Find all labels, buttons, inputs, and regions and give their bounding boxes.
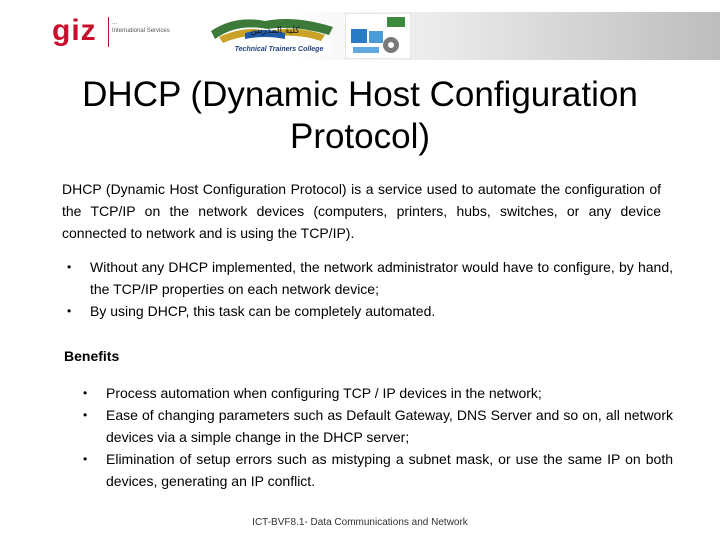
list-item-text: Ease of changing parameters such as Default Gateway, DNS Server and so on, all network devices via a simple change in the DHCP server;	[106, 407, 673, 445]
bullet: •	[83, 452, 88, 466]
giz-subtitle-line2: International Services	[112, 28, 170, 34]
title-line-2: Protocol)	[289, 117, 431, 156]
giz-logo: giz	[52, 14, 97, 47]
bullet: •	[67, 260, 72, 274]
bullet: •	[83, 408, 88, 422]
list-item-text: Elimination of setup errors such as mistyping a subnet mask, or use the same IP on both devices, generating an IP conflict.	[106, 451, 673, 489]
title-line-1: DHCP (Dynamic Host Configuration	[82, 75, 638, 114]
list-item	[62, 256, 673, 300]
college-logo-caption: Technical Trainers College	[234, 46, 324, 53]
giz-subtitle-line1: ...	[112, 20, 118, 26]
giz-logo-subtitle	[112, 19, 170, 35]
list-item-text: Process automation when configuring TCP / IP devices in the network;	[106, 385, 542, 401]
college-logo-icon	[205, 13, 340, 59]
giz-logo-divider	[108, 17, 109, 47]
intro-paragraph: DHCP (Dynamic Host Configuration Protocol) is a service used to automate the configuration of the TCP/IP on the network devices (computers, printers, hubs, switches, or any device connected to network and is using the TCP/IP).	[62, 181, 661, 241]
list-item	[78, 382, 673, 404]
footer-text: ICT-BVF8.1- Data Communications and Network	[252, 517, 468, 528]
list-item	[78, 448, 673, 492]
list-item-text: Without any DHCP implemented, the network administrator would have to configure, by hand, the TCP/IP properties on each network device;	[90, 259, 673, 297]
list-item	[62, 300, 673, 322]
benefits-heading: Benefits	[64, 348, 120, 364]
benefits-list	[78, 382, 673, 492]
page-title	[40, 74, 680, 158]
list-item	[78, 404, 673, 448]
dhcp-points-list	[62, 256, 673, 322]
svg-text:كلية المدربين: كلية المدربين	[250, 26, 300, 36]
bullet: •	[67, 304, 72, 318]
list-item-text: By using DHCP, this task can be completely automated.	[90, 303, 436, 319]
bullet: •	[83, 386, 88, 400]
network-app-icon	[345, 13, 411, 59]
